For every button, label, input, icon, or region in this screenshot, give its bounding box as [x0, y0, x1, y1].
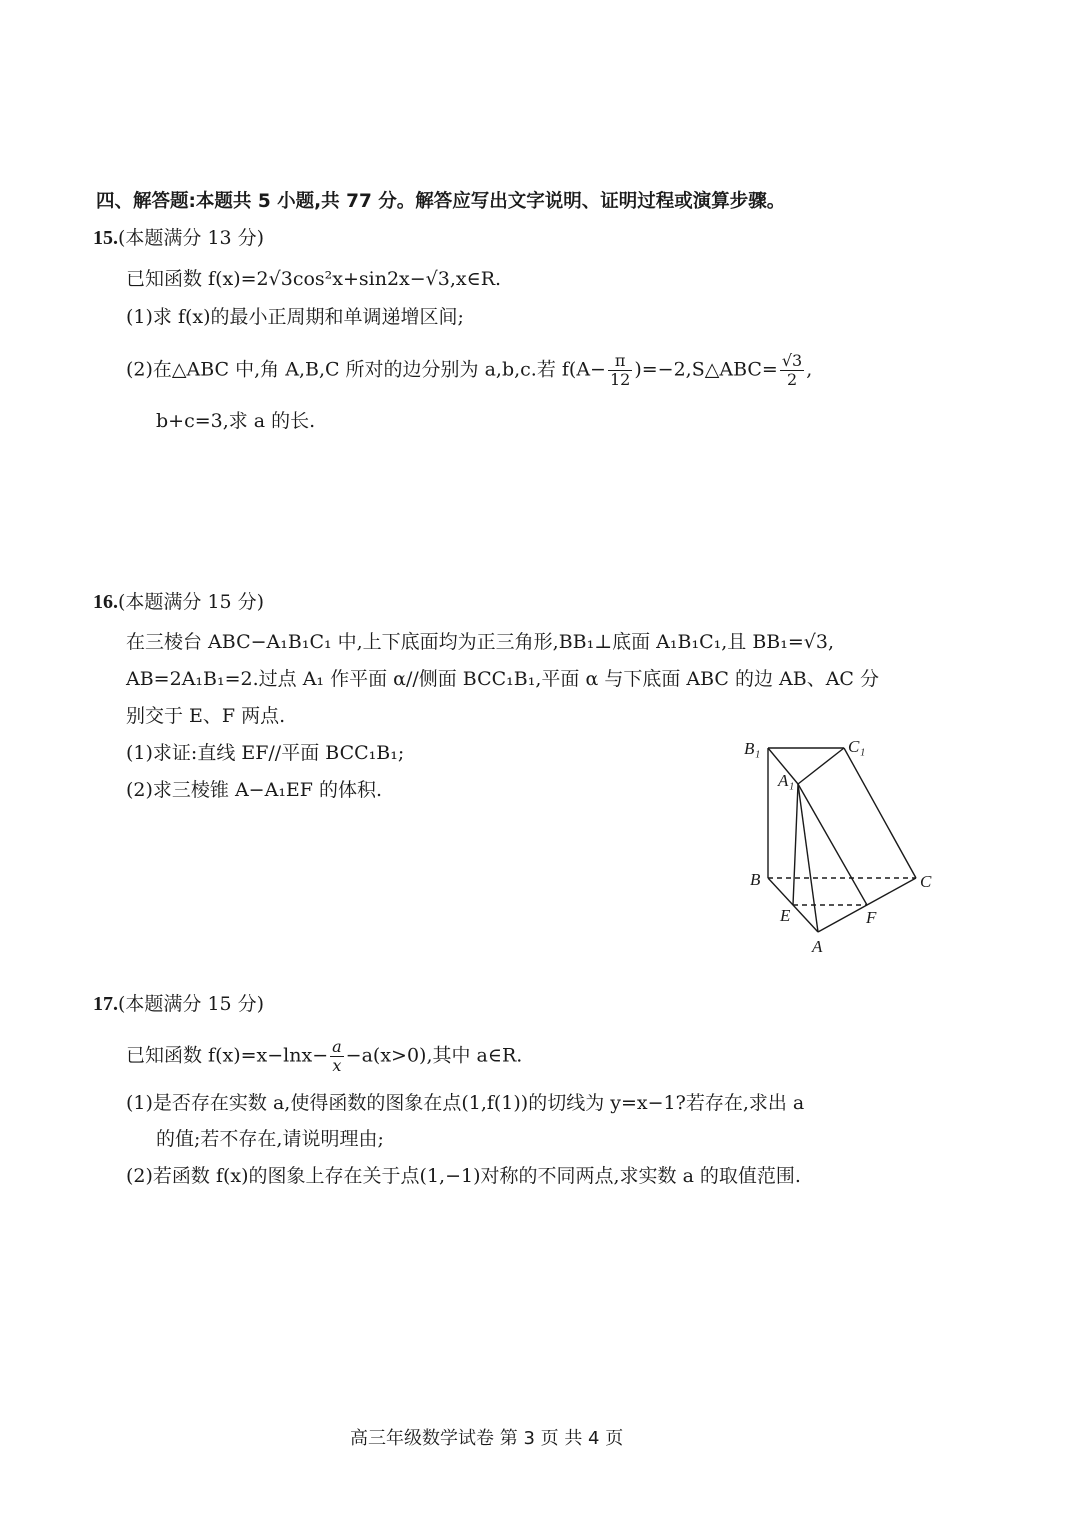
- fraction-pi-over-12: [608, 352, 632, 389]
- question-16-stem-line-3: 别交于 E、F 两点.: [126, 705, 286, 727]
- question-16-header: [93, 588, 264, 616]
- fraction-denominator: 2: [786, 370, 798, 389]
- question-16-stem-line-1: 在三棱台 ABC−A₁B₁C₁ 中,上下底面均为正三角形,BB₁⊥底面 A₁B₁C₁,且 BB₁=√3,: [126, 631, 835, 653]
- fraction-a-over-x: [330, 1038, 344, 1075]
- part2-text-middle: )=−2,S△ABC=: [634, 358, 778, 381]
- label-c: C: [920, 872, 932, 891]
- edge-a1-e: [793, 784, 798, 905]
- question-15-part-2: [126, 352, 812, 389]
- fraction-numerator: √3: [781, 351, 803, 370]
- edge-c1-c: [844, 748, 916, 878]
- frustum-figure: [730, 730, 950, 960]
- question-number: 17.: [93, 993, 118, 1015]
- label-b: B: [750, 870, 761, 889]
- edge-a1-c1: [798, 748, 844, 784]
- part2-text-prefix: (2)在△ABC 中,角 A,B,C 所对的边分别为 a,b,c.若 f(A−: [126, 358, 606, 381]
- question-16-part-2: (2)求三棱锥 A−A₁EF 的体积.: [126, 779, 383, 801]
- label-a: A: [812, 937, 823, 956]
- fraction-sqrt3-over-2: [780, 352, 804, 389]
- question-16-stem-line-2: AB=2A₁B₁=2.过点 A₁ 作平面 α//侧面 BCC₁B₁,平面 α 与下底面 ABC 的边 AB、AC 分: [126, 668, 879, 690]
- question-17-part-2: (2)若函数 f(x)的图象上存在关于点(1,−1)对称的不同两点,求实数 a 的取值范围.: [126, 1165, 801, 1187]
- question-17-header: [93, 990, 264, 1018]
- section-heading: 四、解答题:本题共 5 小题,共 77 分。解答应写出文字说明、证明过程或演算步骤。: [96, 191, 786, 212]
- part2-text-suffix: ,: [806, 358, 813, 381]
- question-15-header: [93, 224, 264, 252]
- question-17-part-1: (1)是否存在实数 a,使得函数的图象在点(1,f(1))的切线为 y=x−1?若存在,求出 a: [126, 1092, 805, 1114]
- question-15-part-1: (1)求 f(x)的最小正周期和单调递增区间;: [126, 306, 464, 328]
- label-c1: C₁: [848, 737, 866, 756]
- label-f: F: [866, 908, 877, 927]
- label-b1: B₁: [744, 739, 761, 758]
- page-footer: 高三年级数学试卷 第 3 页 共 4 页: [350, 1428, 624, 1449]
- edge-a1-f: [798, 784, 867, 905]
- question-15-stem: 已知函数 f(x)=2√3cos²x+sin2x−√3,x∈R.: [126, 268, 502, 290]
- question-16-part-1: (1)求证:直线 EF//平面 BCC₁B₁;: [126, 742, 405, 764]
- label-a1: A₁: [778, 771, 795, 790]
- fraction-numerator: a: [332, 1037, 342, 1056]
- question-score: (本题满分 13 分): [118, 227, 265, 249]
- stem-text-suffix: −a(x>0),其中 a∈R.: [345, 1044, 523, 1067]
- question-score: (本题满分 15 分): [118, 993, 265, 1015]
- stem-text-prefix: 已知函数 f(x)=x−lnx−: [126, 1044, 329, 1067]
- edge-a1-a: [798, 784, 818, 932]
- question-17-part-1-line-2: 的值;若不存在,请说明理由;: [156, 1128, 384, 1150]
- fraction-numerator: π: [608, 352, 632, 371]
- question-17-stem: [126, 1038, 522, 1075]
- fraction-denominator: x: [332, 1056, 342, 1075]
- question-score: (本题满分 15 分): [118, 591, 265, 613]
- question-number: 15.: [93, 227, 118, 249]
- fraction-denominator: 12: [609, 370, 631, 389]
- question-15-part-2-line-2: b+c=3,求 a 的长.: [156, 410, 316, 432]
- question-number: 16.: [93, 591, 118, 613]
- label-e: E: [780, 906, 791, 925]
